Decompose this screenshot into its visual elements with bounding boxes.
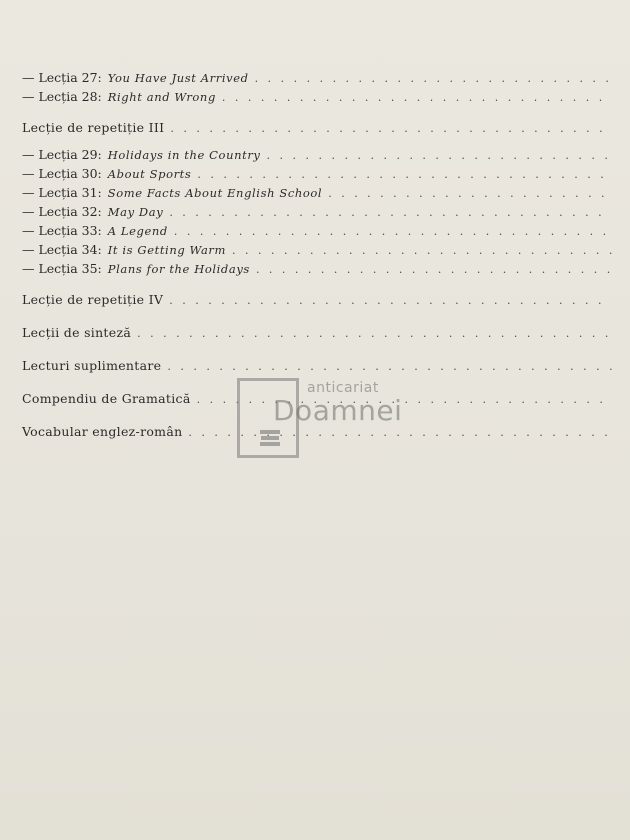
toc-entry-lesson-31: — Lecția 31 : Some Facts About English School . . . [22,185,612,204]
section-title: Lecție de repetiție III [22,120,165,135]
lesson-number: — Lecția 35 [22,261,98,276]
toc-entry-review-4 [22,292,612,313]
dot-leader [267,149,612,162]
lesson-number: — Lecția 33 [22,223,98,238]
dot-leader [255,72,612,85]
section-title: Lecturi suplimentare [22,358,162,373]
toc-entry-lesson-29: — Lecția 29 : Holidays in the Country . . . [22,147,612,166]
toc-entry-lesson-35: — Lecția 35 : Plans for the Holidays . . . [22,261,612,280]
lesson-number: — Lecția 34 [22,242,98,257]
watermark-small-text: anticariat [307,380,379,396]
dot-leader [169,206,612,219]
dot-leader [167,360,612,373]
watermark-logo [237,378,437,460]
toc-entry-lesson-32: — Lecția 32 : May Day . . . [22,204,612,223]
toc-entry-synthesis [22,325,612,346]
lesson-title: Right and Wrong [107,90,216,104]
lesson-title: It is Getting Warm [107,243,227,257]
section-title: Lecții de sinteză [22,325,132,340]
lesson-title: Holidays in the Country [107,148,261,162]
toc-entry-lesson-33: — Lecția 33 : A Legend . . . [22,223,612,242]
toc-entry-review-3 [22,120,612,141]
dot-leader [197,168,612,181]
lesson-number: — Lecția 29 [22,147,98,162]
toc-entry-lesson-34: — Lecția 34 : It is Getting Warm . . . [22,242,612,261]
dot-leader [170,122,612,135]
lesson-number: — Lecția 28 [22,89,98,104]
books-icon [259,428,281,448]
dot-leader [137,327,612,340]
lesson-number: — Lecția 27 [22,70,98,85]
lesson-title: A Legend [107,224,168,238]
toc-entry-lesson-28: — Lecția 28 : Right and Wrong . . . [22,89,612,108]
lesson-title: Plans for the Holidays [107,262,250,276]
section-title: Compendiu de Gramatică [22,391,191,406]
section-title: Vocabular englez-român [22,424,183,439]
section-title: Lecție de repetiție IV [22,292,164,307]
toc-entry-supplementary-readings [22,358,612,379]
lesson-number: — Lecția 31 [22,185,98,200]
dot-leader [328,187,612,200]
lesson-title: Some Facts About English School [107,186,323,200]
dot-leader [232,244,612,257]
dot-leader [256,263,612,276]
dot-leader [169,294,612,307]
lesson-title: You Have Just Arrived [107,71,249,85]
lesson-title: May Day [107,205,164,219]
lesson-number: — Lecția 32 [22,204,98,219]
dot-leader [174,225,612,238]
watermark-big-text: Doamnei [273,394,403,427]
toc-entry-lesson-30: — Lecția 30 : About Sports . . . [22,166,612,185]
lesson-number: — Lecția 30 [22,166,98,181]
lesson-title: About Sports [107,167,192,181]
dot-leader [222,91,612,104]
toc-entry-lesson-27: — Lecția 27 : You Have Just Arrived . . . [22,70,612,89]
